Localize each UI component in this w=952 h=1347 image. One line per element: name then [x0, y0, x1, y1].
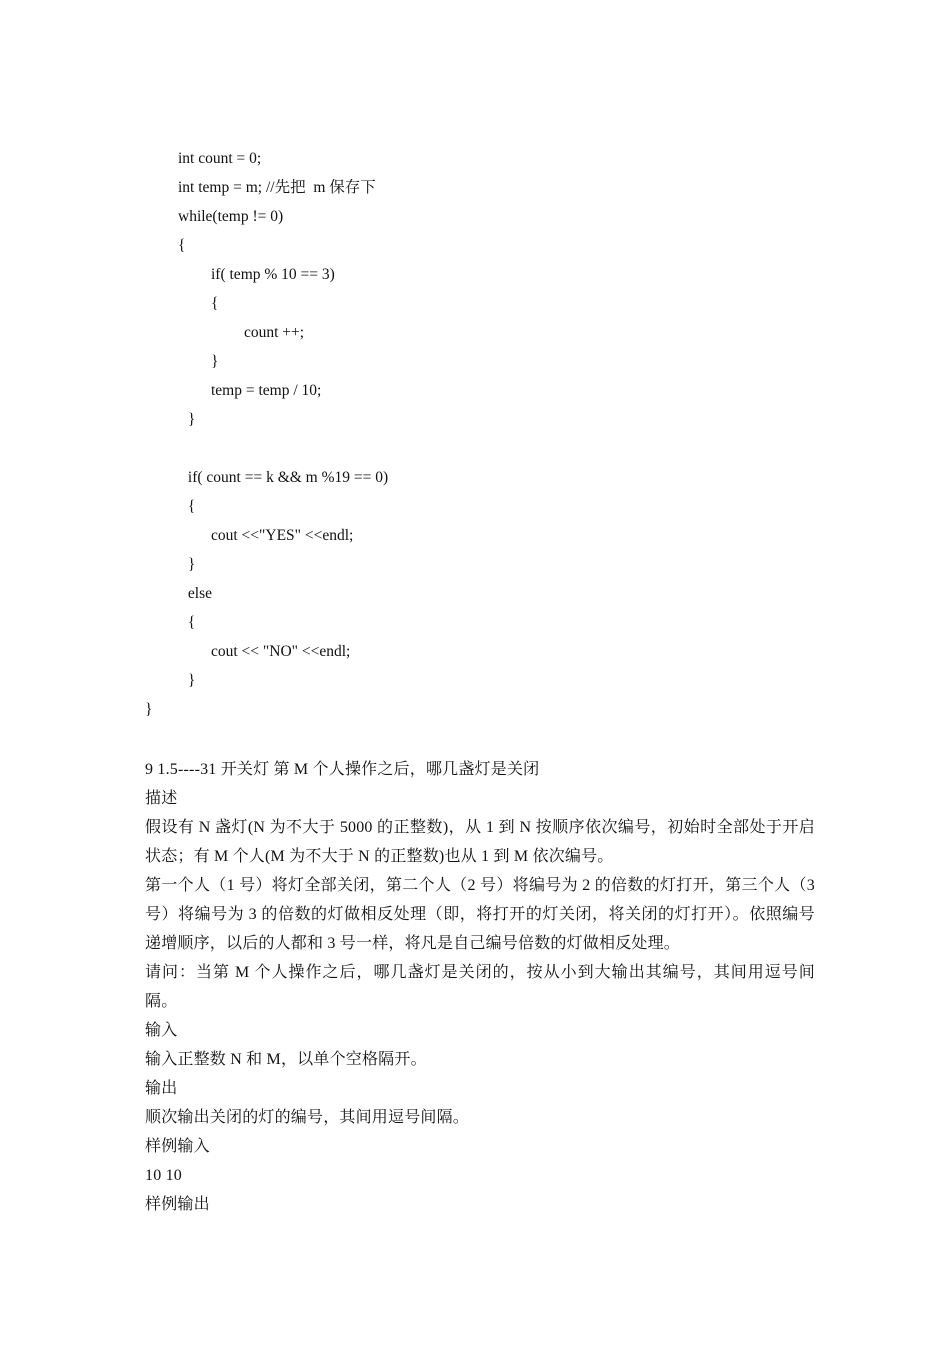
code-line: {	[211, 295, 219, 312]
problem-heading: 9 1.5----31 开关灯 第 M 个人操作之后，哪几盏灯是关闭	[145, 761, 540, 778]
sample-input: 10 10	[145, 1167, 182, 1184]
code-line: int count = 0;	[178, 150, 262, 167]
input-text: 输入正整数 N 和 M，以单个空格隔开。	[145, 1051, 427, 1068]
sample-output-label: 样例输出	[145, 1196, 210, 1213]
code-line: {	[187, 614, 196, 631]
code-line: if( count == k && m %19 == 0)	[187, 469, 389, 486]
description-label: 描述	[145, 790, 178, 807]
code-line: while(temp != 0)	[178, 208, 284, 225]
code-line: temp = temp / 10;	[211, 382, 322, 399]
code-line: }	[187, 672, 196, 689]
code-line: int temp = m; //先把 m 保存下	[178, 179, 376, 196]
code-line: {	[178, 237, 186, 254]
code-line: else	[187, 585, 212, 602]
input-label: 输入	[145, 1022, 178, 1039]
code-line: }	[187, 556, 196, 573]
description-paragraph: 请问：当第 M 个人操作之后，哪几盏灯是关闭的，按从小到大输出其编号，其间用逗号间隔。	[145, 964, 815, 1010]
code-line: }	[211, 353, 219, 370]
code-line: if( temp % 10 == 3)	[211, 266, 335, 283]
problem-section	[145, 755, 815, 1219]
output-label: 输出	[145, 1080, 178, 1097]
code-line: count ++;	[244, 324, 305, 341]
output-text: 顺次输出关闭的灯的编号，其间用逗号间隔。	[145, 1109, 470, 1126]
code-line: }	[187, 411, 196, 428]
sample-input-label: 样例输入	[145, 1138, 210, 1155]
code-line: cout << "NO" <<endl;	[211, 643, 351, 660]
code-line: {	[187, 498, 196, 515]
code-line: cout <<"YES" <<endl;	[211, 527, 354, 544]
code-line: }	[145, 701, 153, 718]
description-paragraph: 假设有 N 盏灯(N 为不大于 5000 的正整数)，从 1 到 N 按顺序依次编号，初始时全部处于开启状态；有 M 个人(M 为不大于 N 的正整数)也从 1 到 M 依次编号。	[145, 819, 815, 865]
description-paragraph: 第一个人（1 号）将灯全部关闭，第二个人（2 号）将编号为 2 的倍数的灯打开，第三个人（3 号）将编号为 3 的倍数的灯做相反处理（即，将打开的灯关闭，将关闭的灯打开）。依照编号递增顺序，以后的人都和 3 号一样，将凡是自己编号倍数的灯做相反处理。	[145, 877, 815, 952]
